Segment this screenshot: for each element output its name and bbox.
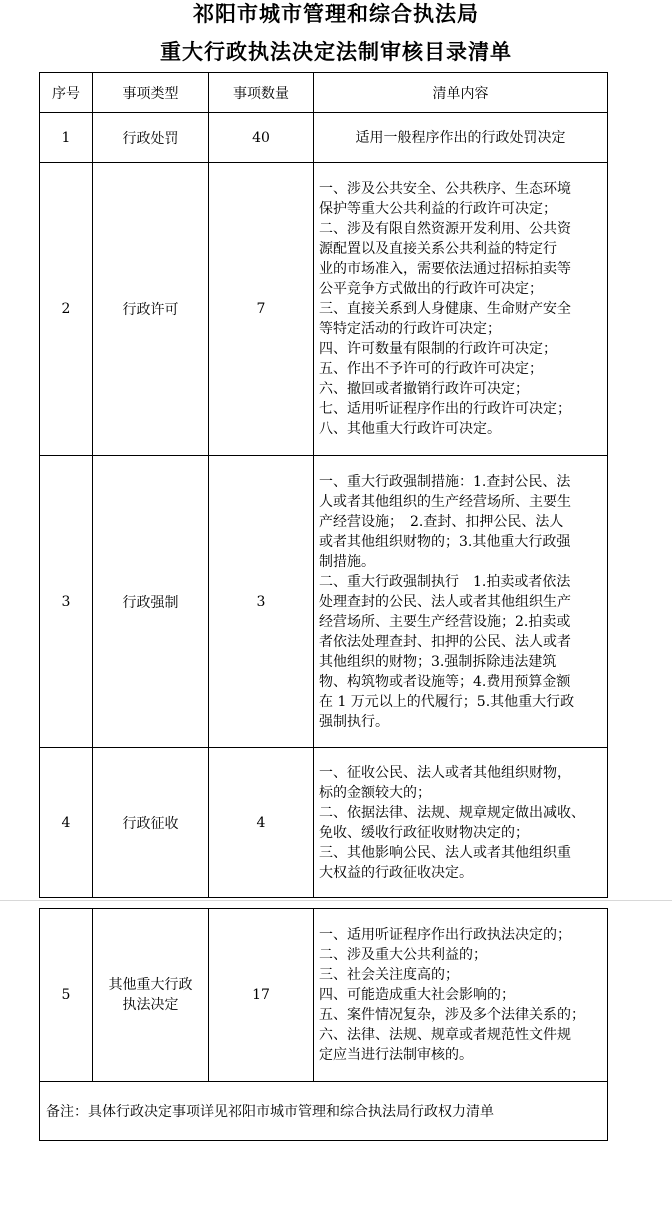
row-index: 1: [40, 113, 93, 163]
row-type: 行政强制: [93, 456, 209, 748]
row-count: 3: [209, 456, 314, 748]
row-index: 2: [40, 163, 93, 456]
row-count: 4: [209, 748, 314, 898]
table-row-4: [40, 748, 608, 898]
row-content: 一、重大行政强制措施：1.查封公民、法 人或者其他组织的生产经营场所、主要生 产经营设施； 2.查封、扣押公民、法人 或者其他组织财物的；3.其他重大行政强 制措施。 二、重大行政强制执行 1.拍卖或者依法 处理查封的公民、法人或者其他组织生产 经营场所、主要生产经营设施；2.拍卖或 者依法处理查封、扣押的公民、法人或者 其他组织的财物；3.强制拆除违法建筑 物、构筑物或者设施等；4.费用预算金额 在 1 万元以上的代履行；5.其他重大行政 强制执行。: [314, 456, 608, 748]
row-index: 4: [40, 748, 93, 898]
table-row-5: [40, 909, 608, 1082]
row-index: 3: [40, 456, 93, 748]
table-note-row: [40, 1082, 608, 1141]
row-count: 40: [209, 113, 314, 163]
row-type: 行政处罚: [93, 113, 209, 163]
row-type: 行政征收: [93, 748, 209, 898]
catalog-table-part-2: [39, 908, 608, 1141]
row-count: 7: [209, 163, 314, 456]
row-content: 一、涉及公共安全、公共秩序、生态环境 保护等重大公共利益的行政许可决定； 二、涉及有限自然资源开发利用、公共资 源配置以及直接关系公共利益的特定行 业的市场准入，需要依法通过招标拍卖等 公平竞争方式做出的行政许可决定； 三、直接关系到人身健康、生命财产安全 等特定活动的行政许可决定； 四、许可数量有限制的行政许可决定； 五、作出不予许可的行政许可决定； 六、撤回或者撤销行政许可决定； 七、适用听证程序作出的行政许可决定； 八、其他重大行政许可决定。: [314, 163, 608, 456]
table-row-2: [40, 163, 608, 456]
row-content: 一、适用听证程序作出行政执法决定的； 二、涉及重大公共利益的； 三、社会关注度高的； 四、可能造成重大社会影响的； 五、案件情况复杂，涉及多个法律关系的； 六、法律、法规、规章或者规范性文件规 定应当进行法制审核的。: [314, 909, 608, 1082]
table-row-3: [40, 456, 608, 748]
table-row-1: [40, 113, 608, 163]
page-title-line-1: 祁阳市城市管理和综合执法局: [193, 1, 479, 26]
table-header-row: [40, 73, 608, 113]
row-content: 适用一般程序作出的行政处罚决定: [314, 113, 608, 163]
row-type-line-2: 执法决定: [122, 997, 179, 1013]
row-type-line-1: 其他重大行政: [108, 977, 193, 993]
row-count: 17: [209, 909, 314, 1082]
row-content: 一、征收公民、法人或者其他组织财物， 标的金额较大的； 二、依据法律、法规、规章规定做出减收、 免收、缓收行政征收财物决定的； 三、其他影响公民、法人或者其他组织重 大权益的行政征收决定。: [314, 748, 608, 898]
catalog-table-part-1: [39, 72, 608, 898]
row-type: [93, 909, 209, 1082]
header-index: 序号: [40, 73, 93, 113]
page-break-line: [0, 900, 672, 901]
page-title-line-2: 重大行政执法决定法制审核目录清单: [160, 39, 512, 64]
header-count: 事项数量: [209, 73, 314, 113]
row-type: 行政许可: [93, 163, 209, 456]
row-index: 5: [40, 909, 93, 1082]
header-type: 事项类型: [93, 73, 209, 113]
table-note: 备注：具体行政决定事项详见祁阳市城市管理和综合执法局行政权力清单: [40, 1082, 608, 1141]
header-content: 清单内容: [314, 73, 608, 113]
